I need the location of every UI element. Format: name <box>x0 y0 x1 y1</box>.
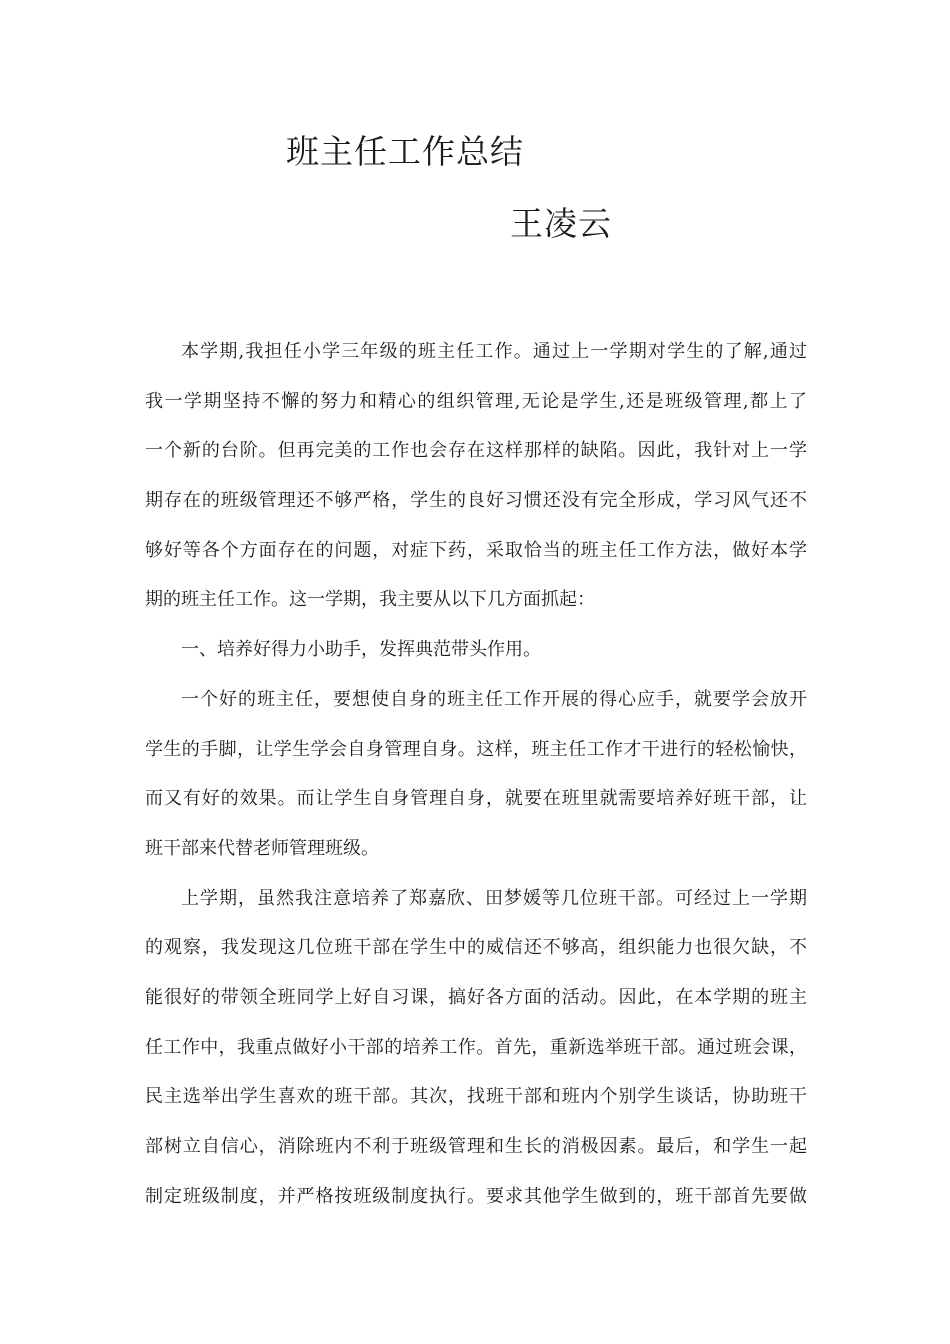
document-title: 班主任工作总结 <box>286 132 524 171</box>
paragraph-line: 期的班主任工作。这一学期，我主要从以下几方面抓起： <box>145 589 595 611</box>
paragraph-line: 制定班级制度，并严格按班级制度执行。要求其他学生做到的，班干部首先要做 <box>145 1185 807 1207</box>
paragraph-line: 能很好的带领全班同学上好自习课，搞好各方面的活动。因此，在本学期的班主 <box>145 986 807 1008</box>
paragraph-line: 一、培养好得力小助手，发挥典范带头作用。 <box>181 639 541 661</box>
paragraph-line: 学生的手脚，让学生学会自身管理自身。这样，班主任工作才干进行的轻松愉快， <box>145 738 807 760</box>
document-body <box>145 327 807 1221</box>
paragraph-line: 期存在的班级管理还不够严格，学生的良好习惯还没有完全形成，学习风气还不 <box>145 490 807 512</box>
paragraph-line: 我一学期坚持不懈的努力和精心的组织管理,无论是学生,还是班级管理,都上了 <box>145 390 807 412</box>
document-author: 王凌云 <box>510 204 612 243</box>
paragraph-line: 一个好的班主任，要想使自身的班主任工作开展的得心应手，就要学会放开 <box>181 688 807 710</box>
paragraph-line: 的观察，我发现这几位班干部在学生中的威信还不够高，组织能力也很欠缺，不 <box>145 937 807 959</box>
paragraph-line: 任工作中，我重点做好小干部的培养工作。首先，重新选举班干部。通过班会课， <box>145 1036 807 1058</box>
paragraph-line: 部树立自信心，消除班内不利于班级管理和生长的消极因素。最后，和学生一起 <box>145 1136 807 1157</box>
paragraph-line: 够好等各个方面存在的问题，对症下药，采取恰当的班主任工作方法，做好本学 <box>145 539 807 561</box>
paragraph-line: 一个新的台阶。但再完美的工作也会存在这样那样的缺陷。因此，我针对上一学 <box>145 440 807 462</box>
paragraph-line: 本学期,我担任小学三年级的班主任工作。通过上一学期对学生的了解,通过 <box>181 341 807 362</box>
paragraph-line: 上学期，虽然我注意培养了郑嘉欣、田梦媛等几位班干部。可经过上一学期 <box>181 887 807 909</box>
paragraph-line: 民主选举出学生喜欢的班干部。其次，找班干部和班内个别学生谈话，协助班干 <box>145 1086 807 1108</box>
paragraph-line: 班干部来代替老师管理班级。 <box>145 837 379 859</box>
paragraph-line: 而又有好的效果。而让学生自身管理自身，就要在班里就需要培养好班干部，让 <box>145 788 807 810</box>
